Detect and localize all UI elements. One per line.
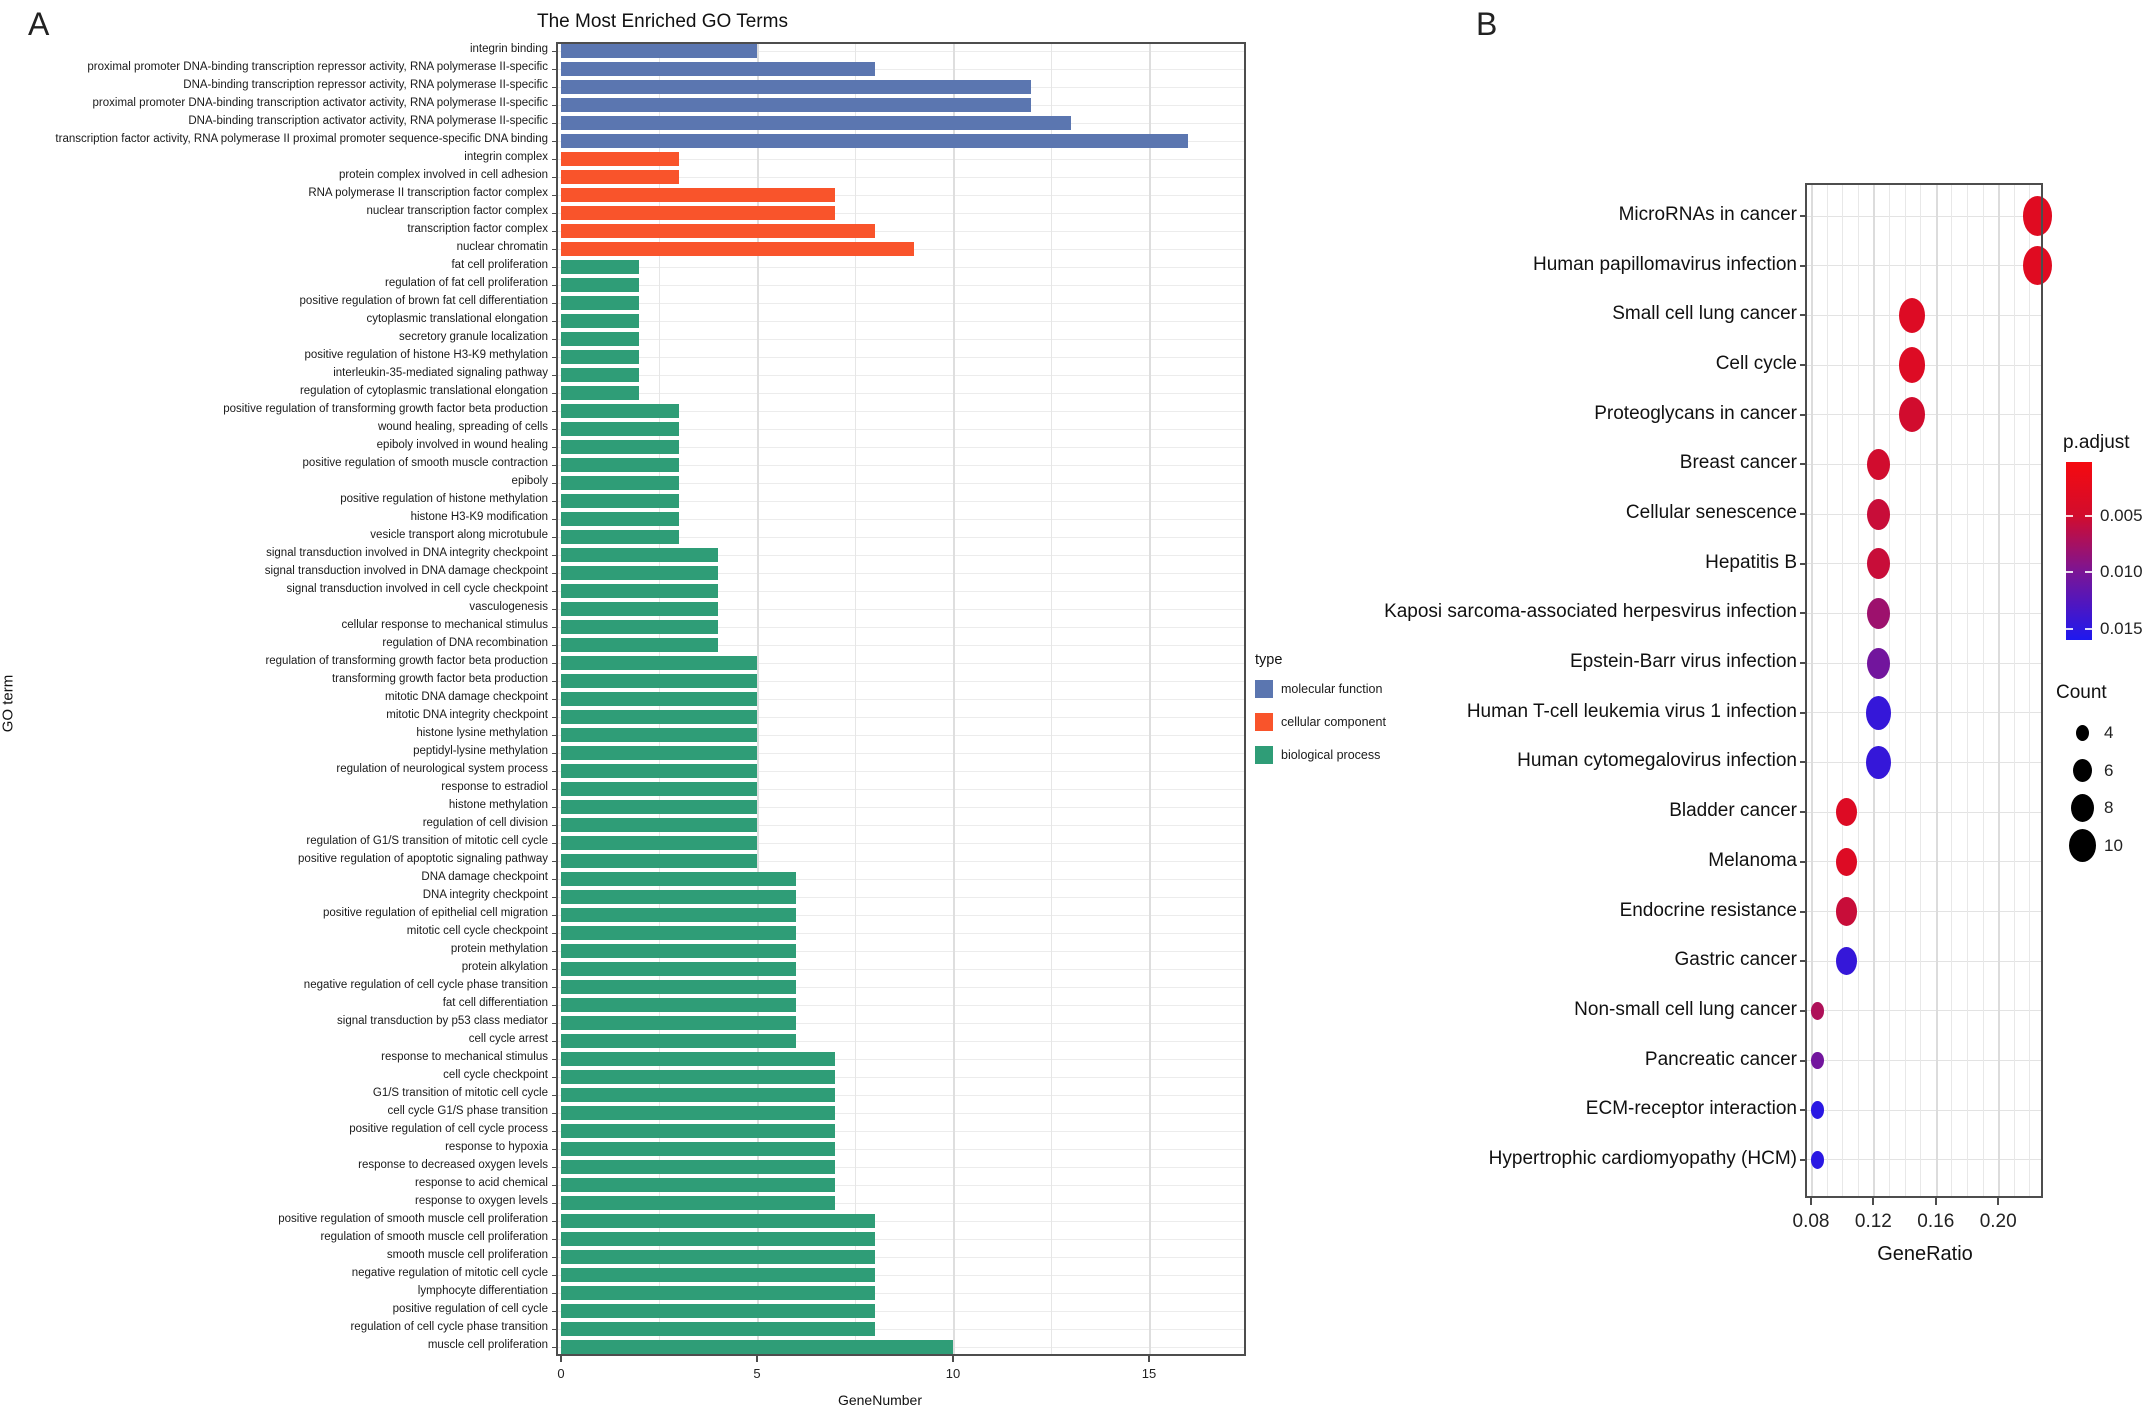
colorbar-tick [2066, 515, 2073, 517]
x-axis-tick [756, 1356, 758, 1362]
pathway-label: Cell cycle [1715, 353, 1797, 375]
go-bar-label: nuclear chromatin [456, 241, 548, 253]
go-bar-label: transcription factor complex [407, 223, 548, 235]
go-bar-label: cell cycle G1/S phase transition [387, 1105, 548, 1117]
x-axis-tick-label: 5 [753, 1366, 761, 1381]
colorbar-tick [2066, 571, 2073, 573]
pathway-label: Cellular senescence [1625, 502, 1797, 524]
panel-b-plot-border [1805, 183, 2043, 1198]
x-axis-tick [1935, 1198, 1937, 1205]
x-axis-tick [1148, 1356, 1150, 1362]
go-bar-label: muscle cell proliferation [427, 1339, 548, 1351]
go-bar-label: response to estradiol [441, 781, 548, 793]
x-axis-tick [952, 1356, 954, 1362]
pathway-label: Non-small cell lung cancer [1574, 998, 1797, 1020]
go-bar-label: response to oxygen levels [415, 1195, 548, 1207]
go-bar-label: signal transduction involved in DNA damage checkpoint [264, 565, 548, 577]
go-bar-label: negative regulation of mitotic cell cycle [351, 1267, 548, 1279]
legend-item-label: cellular component [1281, 715, 1386, 729]
x-axis-tick [1997, 1198, 1999, 1205]
go-bar-label: regulation of G1/S transition of mitotic cell cycle [306, 835, 548, 847]
colorbar-tick [2085, 571, 2092, 573]
x-axis-tick-label: 10 [945, 1366, 961, 1381]
x-axis-tick-label: 0.12 [1854, 1211, 1892, 1232]
pathway-label: Breast cancer [1679, 452, 1797, 474]
go-bar-label: protein complex involved in cell adhesion [338, 169, 548, 181]
go-bar-label: nuclear transcription factor complex [366, 205, 548, 217]
go-bar-label: fat cell proliferation [451, 259, 548, 271]
go-bar-label: regulation of cell division [422, 817, 548, 829]
go-bar-label: smooth muscle cell proliferation [386, 1249, 548, 1261]
colorbar-tick [2085, 515, 2092, 517]
pathway-label: Gastric cancer [1674, 949, 1797, 971]
go-bar-label: signal transduction involved in cell cycle checkpoint [286, 583, 548, 595]
go-bar-label: signal transduction involved in DNA integrity checkpoint [266, 547, 548, 559]
go-bar-label: DNA damage checkpoint [421, 871, 548, 883]
legend-item-label: molecular function [1281, 682, 1383, 696]
count-legend-dot [2071, 794, 2094, 822]
legend-color-swatch [1255, 680, 1273, 698]
colorbar-tick-label: 0.015 [2100, 618, 2143, 638]
pathway-label: Human cytomegalovirus infection [1517, 750, 1797, 772]
go-bar-label: peptidyl-lysine methylation [413, 745, 548, 757]
colorbar-tick-label: 0.005 [2100, 506, 2143, 526]
go-bar-label: histone methylation [448, 799, 548, 811]
pathway-label: Melanoma [1708, 849, 1797, 871]
pathway-label: Bladder cancer [1669, 800, 1797, 822]
count-legend-label: 10 [2104, 835, 2123, 855]
go-bar-label: positive regulation of transforming growth factor beta production [223, 403, 548, 415]
panel-a-plot-border [556, 42, 1246, 1356]
x-axis-tick-label: 0 [557, 1366, 565, 1381]
pathway-label: Kaposi sarcoma-associated herpesvirus infection [1384, 601, 1797, 623]
go-bar-label: secretory granule localization [399, 331, 548, 343]
go-bar-label: interleukin-35-mediated signaling pathway [333, 367, 548, 379]
count-legend-dot [2069, 829, 2096, 862]
go-bar-label: regulation of fat cell proliferation [384, 277, 548, 289]
go-bar-label: DNA-binding transcription repressor activity, RNA polymerase II-specific [183, 79, 548, 91]
go-bar-label: regulation of neurological system process [336, 763, 548, 775]
x-axis-tick-label: 0.20 [1979, 1211, 2017, 1232]
go-bar-label: proximal promoter DNA-binding transcription activator activity, RNA polymerase II-specific [92, 97, 548, 109]
go-type-legend-title: type [1255, 652, 1283, 668]
pathway-label: Human T-cell leukemia virus 1 infection [1466, 700, 1797, 722]
go-bar-label: lymphocyte differentiation [417, 1285, 548, 1297]
go-bar-label: response to mechanical stimulus [381, 1051, 548, 1063]
go-bar-label: integrin complex [464, 151, 548, 163]
pathway-label: Small cell lung cancer [1612, 303, 1797, 325]
go-bar-label: positive regulation of apoptotic signaling pathway [298, 853, 548, 865]
go-bar-label: regulation of smooth muscle cell proliferation [320, 1231, 548, 1243]
count-legend-label: 4 [2104, 723, 2114, 742]
go-bar-label: vasculogenesis [469, 601, 548, 613]
go-bar-label: positive regulation of epithelial cell migration [322, 907, 548, 919]
go-bar-label: vesicle transport along microtubule [370, 529, 548, 541]
go-bar-label: response to acid chemical [415, 1177, 548, 1189]
x-axis-tick [560, 1356, 562, 1362]
go-bar-label: mitotic cell cycle checkpoint [406, 925, 548, 937]
panel-a-title: The Most Enriched GO Terms [537, 11, 788, 32]
count-legend-label: 8 [2104, 798, 2114, 817]
pathway-label: Hepatitis B [1705, 551, 1797, 573]
count-legend-label: 6 [2104, 760, 2114, 780]
go-bar-label: integrin binding [469, 43, 548, 55]
colorbar-tick [2085, 628, 2092, 630]
go-bar-label: mitotic DNA damage checkpoint [385, 691, 548, 703]
go-bar-label: regulation of cell cycle phase transition [350, 1321, 548, 1333]
x-axis-tick-label: 0.16 [1917, 1211, 1955, 1232]
go-bar-label: cell cycle checkpoint [443, 1069, 548, 1081]
pathway-label: Endocrine resistance [1619, 899, 1797, 921]
panel-a-letter: A [28, 6, 50, 42]
count-legend-dot [2076, 725, 2089, 741]
go-bar-label: signal transduction by p53 class mediator [337, 1015, 548, 1027]
go-bar-label: fat cell differentiation [442, 997, 548, 1009]
p-adjust-legend-title: p.adjust [2063, 432, 2130, 453]
x-axis-tick [1810, 1198, 1812, 1205]
go-bar-label: wound healing, spreading of cells [377, 421, 548, 433]
panel-a-x-axis-label: GeneNumber [837, 1392, 923, 1408]
x-axis-tick [1872, 1198, 1874, 1205]
go-bar-label: epiboly [511, 475, 548, 487]
pathway-label: Epstein-Barr virus infection [1569, 651, 1797, 673]
go-bar-label: proximal promoter DNA-binding transcription repressor activity, RNA polymerase II-specific [87, 61, 548, 73]
pathway-label: Proteoglycans in cancer [1594, 402, 1797, 424]
pathway-label: ECM-receptor interaction [1585, 1098, 1797, 1120]
go-bar-label: negative regulation of cell cycle phase transition [303, 979, 548, 991]
go-bar-label: G1/S transition of mitotic cell cycle [372, 1087, 548, 1099]
go-bar-label: positive regulation of histone H3-K9 methylation [304, 349, 548, 361]
go-bar-label: histone H3-K9 modification [410, 511, 548, 523]
panel-b-letter: B [1476, 6, 1498, 42]
go-bar-label: epiboly involved in wound healing [376, 439, 548, 451]
go-bar-label: positive regulation of histone methylation [340, 493, 548, 505]
x-axis-tick-label: 0.08 [1792, 1211, 1830, 1232]
go-bar-label: response to decreased oxygen levels [358, 1159, 548, 1171]
go-bar-label: protein methylation [450, 943, 548, 955]
go-bar-label: response to hypoxia [445, 1141, 548, 1153]
go-bar-label: protein alkylation [461, 961, 548, 973]
go-bar-label: regulation of DNA recombination [382, 637, 548, 649]
go-bar-label: cellular response to mechanical stimulus [341, 619, 548, 631]
go-bar-label: regulation of transforming growth factor beta production [265, 655, 548, 667]
go-bar-label: histone lysine methylation [416, 727, 548, 739]
go-bar-label: mitotic DNA integrity checkpoint [386, 709, 548, 721]
count-legend-title: Count [2056, 682, 2107, 703]
go-bar-label: cytoplasmic translational elongation [366, 313, 548, 325]
go-bar-label: positive regulation of cell cycle [392, 1303, 548, 1315]
go-bar-label: RNA polymerase II transcription factor complex [308, 187, 548, 199]
pathway-label: MicroRNAs in cancer [1618, 204, 1797, 225]
x-axis-tick-label: 15 [1141, 1366, 1157, 1381]
legend-item-label: biological process [1281, 748, 1381, 762]
colorbar-tick [2066, 628, 2073, 630]
panel-a-y-axis-label: GO term [0, 674, 17, 733]
go-bar-label: positive regulation of cell cycle process [349, 1123, 548, 1135]
go-bar-label: positive regulation of smooth muscle contraction [302, 457, 548, 469]
go-bar-label: regulation of cytoplasmic translational elongation [299, 385, 548, 397]
count-legend-dot [2073, 759, 2092, 782]
colorbar-tick-label: 0.010 [2100, 562, 2143, 582]
go-bar-label: DNA-binding transcription activator activity, RNA polymerase II-specific [188, 115, 548, 127]
go-bar-label: transcription factor activity, RNA polymerase II proximal promoter sequence-specific DNA binding [55, 133, 548, 145]
go-bar-label: transforming growth factor beta production [331, 673, 548, 685]
p-adjust-colorbar [2066, 462, 2092, 640]
panel-b-x-axis-label: GeneRatio [1877, 1243, 1973, 1265]
go-bar-label: positive regulation of brown fat cell differentiation [299, 295, 548, 307]
pathway-label: Hypertrophic cardiomyopathy (HCM) [1488, 1147, 1797, 1169]
go-bar-label: cell cycle arrest [468, 1033, 548, 1045]
pathway-label: Pancreatic cancer [1644, 1048, 1797, 1070]
go-bar-label: DNA integrity checkpoint [422, 889, 548, 901]
go-bar-label: positive regulation of smooth muscle cell proliferation [278, 1213, 548, 1225]
pathway-label: Human papillomavirus infection [1532, 253, 1797, 275]
